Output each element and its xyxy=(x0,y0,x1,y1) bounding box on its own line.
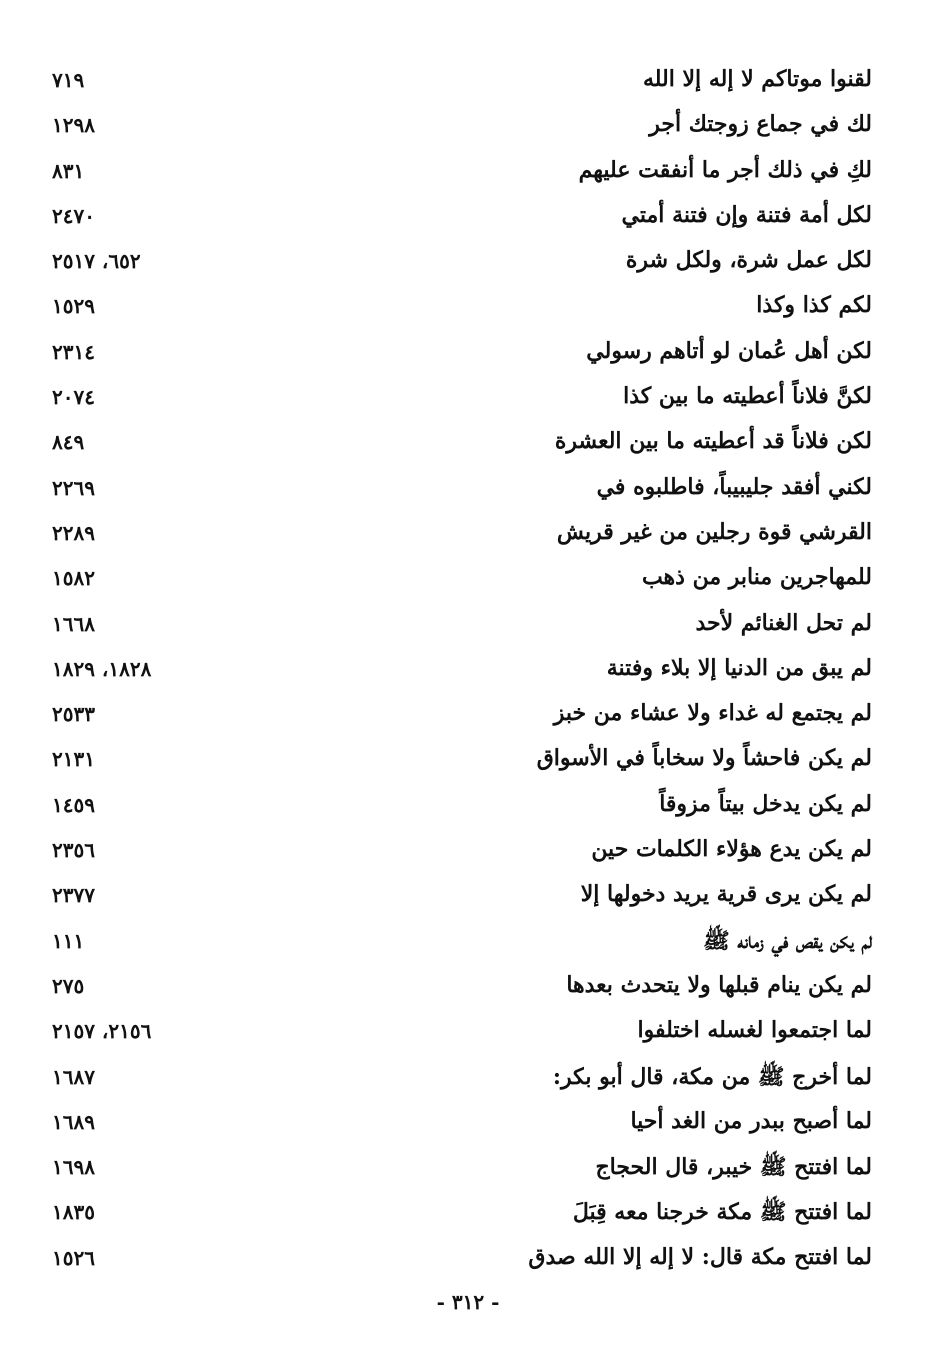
hadith-phrase: لك في جماع زوجتك أجر xyxy=(649,111,872,138)
index-entry xyxy=(40,649,890,694)
index-entry xyxy=(40,286,890,331)
index-entry xyxy=(40,241,890,286)
hadith-phrase: للمهاجرين منابر من ذهب xyxy=(641,564,872,591)
index-entry xyxy=(40,966,890,1011)
hadith-number: ٧١٩ xyxy=(52,68,85,92)
hadith-phrase: لكل عمل شرة، ولكل شرة xyxy=(625,247,872,274)
index-entry xyxy=(40,558,890,603)
index-entry xyxy=(40,1192,890,1237)
hadith-phrase: لكني أفقد جليبيباً، فاطلبوه في xyxy=(596,473,872,500)
hadith-number: ٢٢٦٩ xyxy=(52,475,95,500)
index-entry xyxy=(40,1102,890,1147)
page-number: - ٣١٢ - xyxy=(436,1290,500,1314)
hadith-number: ٢١٥٦، ٢١٥٧ xyxy=(52,1019,152,1044)
index-entry xyxy=(40,604,890,649)
hadith-phrase: لما افتتح مكة قال: لا إله إلا الله صدق xyxy=(528,1243,872,1270)
hadith-number: ١٨٣٥ xyxy=(52,1200,95,1225)
index-entry xyxy=(40,1147,890,1192)
hadith-number: ١٤٥٩ xyxy=(52,792,95,817)
hadith-number: ٢٣٥٦ xyxy=(52,838,95,863)
index-entry xyxy=(40,151,890,196)
hadith-number: ٢٥٣٣ xyxy=(52,702,95,727)
hadith-phrase: لم يكن ينام قبلها ولا يتحدث بعدها xyxy=(566,971,872,998)
hadith-number: ٨٤٩ xyxy=(52,430,85,455)
hadith-number: ١٨٢٨، ١٨٢٩ xyxy=(52,656,152,681)
index-entry xyxy=(40,875,890,920)
hadith-phrase: لكن أهل عُمان لو أتاهم رسولي xyxy=(586,337,872,364)
hadith-phrase: لقنوا موتاكم لا إله إلا الله xyxy=(642,66,872,92)
hadith-phrase: لم يجتمع له غداء ولا عشاء من خبز xyxy=(553,700,872,727)
hadith-number: ١١١ xyxy=(52,928,85,953)
hadith-phrase: لما افتتح ﷺ مكة خرجنا معه قِبَلَ xyxy=(572,1199,872,1226)
hadith-number: ١٥٢٦ xyxy=(52,1245,95,1270)
index-entry xyxy=(40,105,890,150)
hadith-index-list xyxy=(40,60,890,1283)
hadith-number: ٢٣١٤ xyxy=(52,339,95,364)
hadith-phrase: لكنَّ فلاناً أعطيته ما بين كذا xyxy=(623,383,872,410)
index-entry xyxy=(40,739,890,784)
hadith-number: ١٥٢٩ xyxy=(52,294,95,319)
hadith-number: ١٥٨٢ xyxy=(52,566,95,591)
index-entry xyxy=(40,60,890,105)
hadith-number: ١٦٩٨ xyxy=(52,1155,95,1180)
hadith-number: ٢٠٧٤ xyxy=(52,385,95,410)
index-entry xyxy=(40,1057,890,1102)
hadith-phrase: لكِ في ذلك أجر ما أنفقت عليهم xyxy=(578,156,872,183)
hadith-number: ٢٧٥ xyxy=(52,973,85,998)
hadith-number: ٦٥٢، ٢٥١٧ xyxy=(52,249,141,274)
index-entry xyxy=(40,830,890,875)
hadith-phrase: لم يكن فاحشاً ولا سخاباً في الأسواق xyxy=(536,745,872,772)
hadith-phrase: القرشي قوة رجلين من غير قريش xyxy=(556,518,872,545)
hadith-number: ٢٤٧٠ xyxy=(52,203,95,228)
hadith-number: ٢١٣١ xyxy=(52,747,95,772)
index-entry xyxy=(40,1238,890,1283)
index-entry xyxy=(40,785,890,830)
index-entry xyxy=(40,196,890,241)
hadith-phrase: لم تحل الغنائم لأحد xyxy=(695,609,872,636)
hadith-phrase: لما أصبح ببدر من الغد أحيا xyxy=(630,1107,872,1134)
hadith-phrase: لم يكن يدخل بيتاً مزوقاً xyxy=(659,790,872,817)
hadith-number: ١٦٦٨ xyxy=(52,611,95,636)
hadith-phrase: لم يكن يقص في زمانه ﷺ xyxy=(703,927,872,954)
hadith-phrase: لما افتتح ﷺ خيبر، قال الحجاج xyxy=(595,1154,872,1181)
hadith-phrase: لما اجتمعوا لغسله اختلفوا xyxy=(637,1017,872,1044)
index-entry xyxy=(40,332,890,377)
hadith-phrase: لم يكن يرى قرية يريد دخولها إلا xyxy=(580,881,872,908)
index-entry xyxy=(40,694,890,739)
hadith-number: ٢٢٨٩ xyxy=(52,520,95,545)
hadith-number: ١٦٨٩ xyxy=(52,1109,95,1134)
hadith-number: ١٢٩٨ xyxy=(52,113,95,138)
hadith-phrase: لم يكن يدع هؤلاء الكلمات حين xyxy=(591,836,872,863)
index-entry xyxy=(40,1011,890,1056)
index-entry xyxy=(40,377,890,422)
index-entry xyxy=(40,422,890,467)
hadith-phrase: لكم كذا وكذا xyxy=(756,292,872,319)
hadith-number: ٢٣٧٧ xyxy=(52,883,95,908)
hadith-number: ٨٣١ xyxy=(52,158,85,183)
index-entry xyxy=(40,921,890,966)
hadith-phrase: لكن فلاناً قد أعطيته ما بين العشرة xyxy=(554,428,872,455)
hadith-number: ١٦٨٧ xyxy=(52,1064,95,1089)
hadith-phrase: لما أخرج ﷺ من مكة، قال أبو بكر: xyxy=(552,1063,872,1090)
index-entry xyxy=(40,513,890,558)
index-entry xyxy=(40,468,890,513)
hadith-phrase: لم يبق من الدنيا إلا بلاء وفتنة xyxy=(606,654,872,681)
hadith-phrase: لكل أمة فتنة وإن فتنة أمتي xyxy=(621,201,872,228)
